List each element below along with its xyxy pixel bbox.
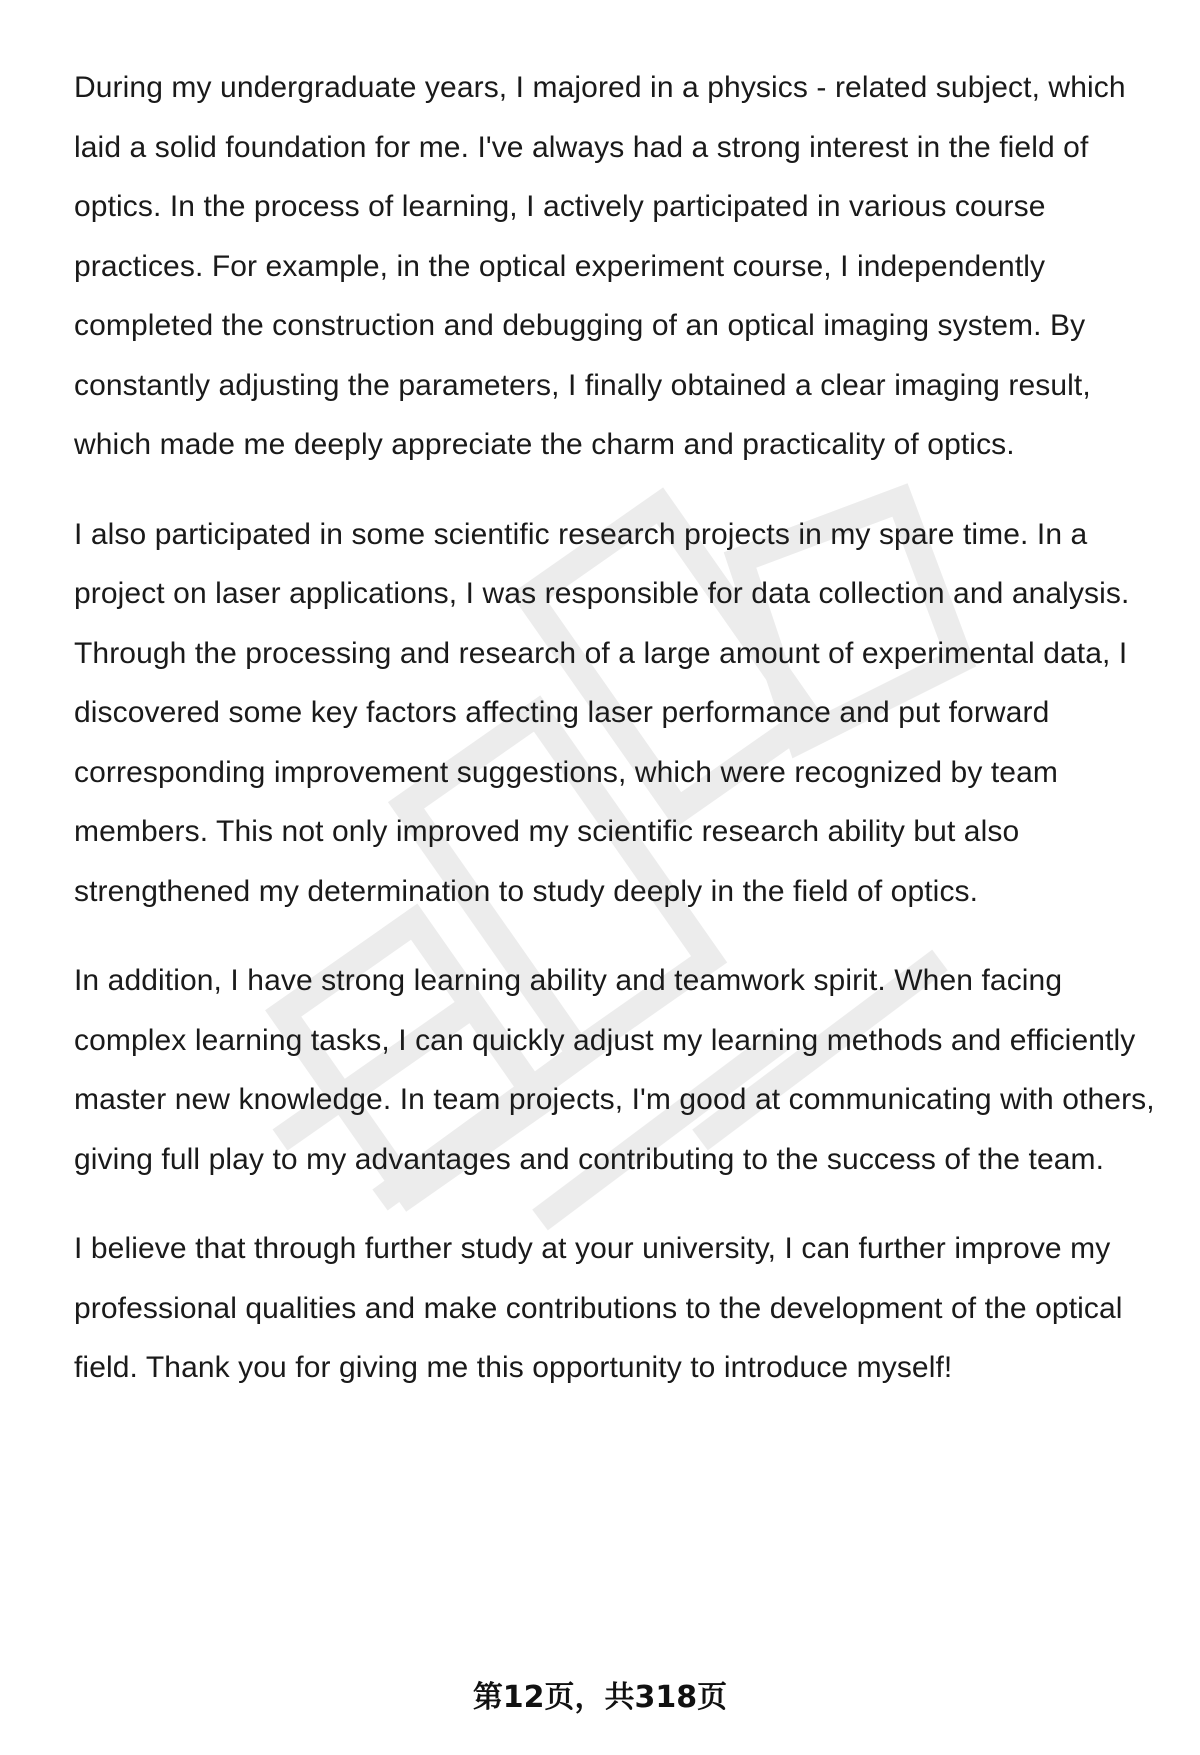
page-number-footer: 第12页，共318页 (472, 1680, 728, 1715)
paragraph-2: I also participated in some scientific research projects in my spare time. In a project on laser applications, I was responsible for data collection and analysis. Through the processing and research of a large amount of experimental data, I discovered some key factors affecting laser performance and put forward corresponding improvement suggestions, which were recognized by team members. This not only improved my scientific research ability but also strengthened my determination to study deeply in the field of optics. (74, 517, 1130, 908)
paragraph-3: In addition, I have strong learning ability and teamwork spirit. When facing complex learning tasks, I can quickly adjust my learning methods and efficiently master new knowledge. In team projects, I'm good at communicating with others, giving full play to my advantages and contributing to the success of the team. (74, 964, 1155, 1176)
paragraph-1: During my undergraduate years, I majored in a physics - related subject, which laid a solid foundation for me. I've always had a strong interest in the field of optics. In the process of learning, I actively participated in various course practices. For example, in the optical experiment course, I independently completed the construction and debugging of an optical imaging system. By constantly adjusting the parameters, I finally obtained a clear imaging result, which made me deeply appreciate the charm and practicality of optics. (74, 71, 1126, 461)
document-body (74, 58, 1164, 1428)
paragraph-4: I believe that through further study at your university, I can further improve my professional qualities and make contributions to the development of the optical field. Thank you for giving me this opportunity to introduce myself! (74, 1232, 1123, 1384)
